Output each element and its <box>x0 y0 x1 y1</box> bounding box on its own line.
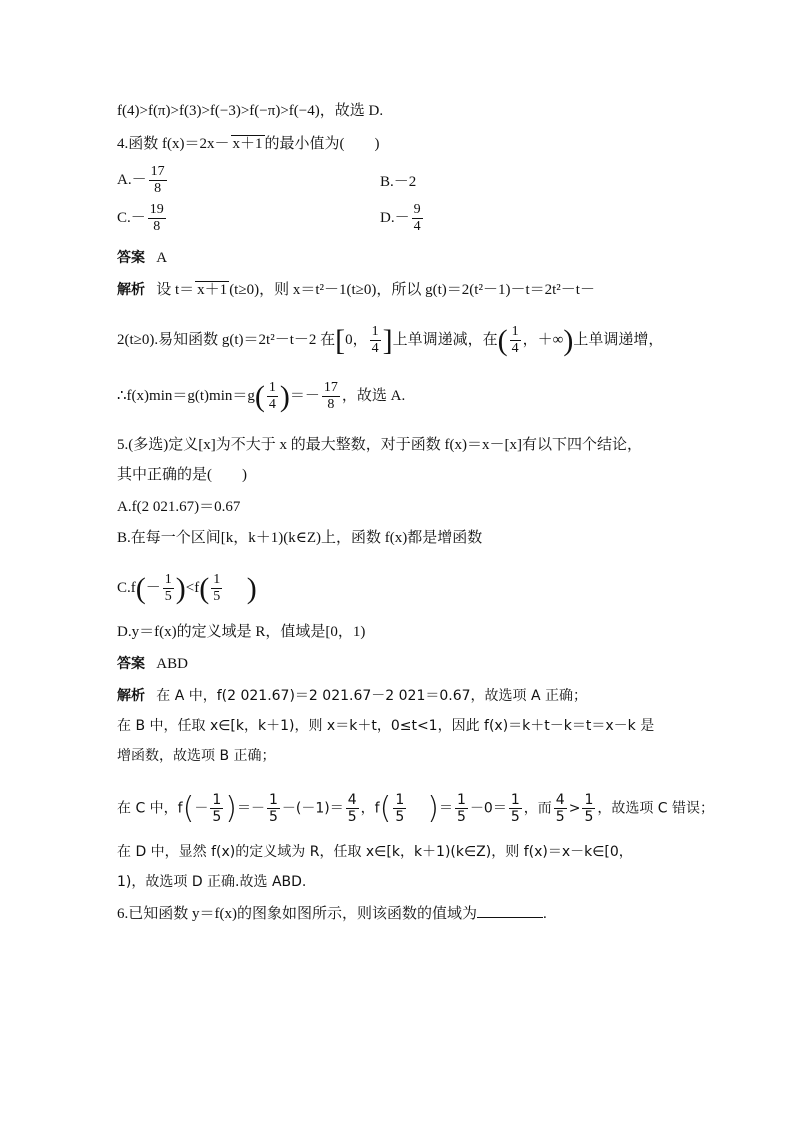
fraction: $\frac{1}{5}$ <box>212 792 222 825</box>
q4-option-b: B.－2 <box>380 174 417 190</box>
q5-analysis-line-2: 在 B 中，任取 x∈[k，k＋1)，则 x＝k＋t，0≤t<1，因此 f(x)＝k＋t－k＝t＝x－k 是 <box>117 718 655 734</box>
fraction: $\frac{1}{5}$ <box>268 792 278 825</box>
q4-analysis-line-3: ∴f(x)min＝g(t)min＝g( $\frac{1}{4}$ )＝－ $\frac{17}{8}$ ，故选 A. <box>117 379 406 413</box>
q5-option-a: A.f(2 021.67)＝0.67 <box>117 499 241 515</box>
fraction: $\frac{1}{5}$ <box>510 792 520 825</box>
fraction: $\frac{1}{5}$ <box>213 572 221 604</box>
q5-option-b: B.在每一个区间[k，k＋1)(k∈Z)上，函数 f(x)都是增函数 <box>117 530 483 546</box>
q5-analysis-line-1: 解析 在 A 中，f(2 021.67)＝2 021.67－2 021＝0.67，故选项 A 正确； <box>117 688 587 704</box>
q5-option-d: D.y＝f(x)的定义域是 R，值域是[0，1) <box>117 624 366 640</box>
fraction: $\frac{1}{4}$ <box>371 324 379 356</box>
q5-stem-line-2: 其中正确的是( ) <box>117 467 247 483</box>
q5-answer: 答案 ABD <box>117 656 188 672</box>
q5-stem-line-1: 5.(多选)定义[x]为不大于 x 的最大整数，对于函数 f(x)＝x－[x]有以下四个结论， <box>117 437 642 453</box>
q5-analysis-line-3: 增函数，故选项 B 正确； <box>117 748 276 764</box>
q5-analysis-line-6: 1)，故选项 D 正确.故选 ABD. <box>117 874 307 890</box>
q4-answer: 答案 A <box>117 250 168 266</box>
fraction: $\frac{1}{4}$ <box>268 380 276 412</box>
q5-option-c: C.f(－ $\frac{1}{5}$ )<f( $\frac{1}{5}$ ) <box>117 571 257 605</box>
sqrt-radical: x＋1 <box>232 136 263 152</box>
q4-option-a: A.－ $\frac{17}{8}$ <box>117 164 165 196</box>
q4-option-c: C.－ $\frac{19}{8}$ <box>117 202 164 234</box>
fraction: $\frac{19}{8}$ <box>149 202 164 234</box>
fraction: $\frac{4}{5}$ <box>347 792 357 825</box>
q5-analysis-line-5: 在 D 中，显然 f(x)的定义域为 R，任取 x∈[k，k＋1)(k∈Z)，则 f(x)＝x－k∈[0， <box>117 844 633 860</box>
fraction: $\frac{17}{8}$ <box>150 164 165 196</box>
q4-analysis-line-1: 解析 设 t＝ x＋1 (t≥0)，则 x＝t²－1(t≥0)，所以 g(t)＝2(t²－1)－t＝2t²－t－ <box>117 282 595 298</box>
fraction: $\frac{4}{5}$ <box>555 792 565 825</box>
fraction: $\frac{1}{5}$ <box>164 572 172 604</box>
q3-conclusion: f(4)>f(π)>f(3)>f(−3)>f(−π)>f(−4)，故选 D. <box>117 103 384 119</box>
q4-stem: 4.函数 f(x)＝2x－ x＋1 的最小值为( ) <box>117 136 380 152</box>
fraction: $\frac{1}{5}$ <box>457 792 466 825</box>
fraction: $\frac{1}{5}$ <box>395 792 405 825</box>
q4-option-d: D.－ $\frac{9}{4}$ <box>380 202 421 234</box>
answer-blank[interactable] <box>477 903 543 918</box>
q4-analysis-line-2: 2(t≥0).易知函数 g(t)＝2t²－t－2 在[0， $\frac{1}{4}$ ]上单调递减，在( $\frac{1}{4}$ ，＋∞)上单调递增， <box>117 323 664 357</box>
fraction: $\frac{1}{4}$ <box>511 324 519 356</box>
fraction: $\frac{17}{8}$ <box>323 380 338 412</box>
fraction: $\frac{9}{4}$ <box>413 202 421 234</box>
fraction: $\frac{1}{5}$ <box>584 792 594 825</box>
q5-analysis-line-4: 在 C 中，f(－ $\frac{1}{5}$ )＝－ $\frac{1}{5}$ －(－1)＝ $\frac{4}{5}$ ，f( $\frac{1}{5}$ )＝ $\frac{1}{5}$ －0＝ $\frac{1}{5}$ ，而 $\frac{4}{5}$ > $\frac{1}{5}$ ，故选项 C 错误； <box>117 790 715 826</box>
sqrt-radical: x＋1 <box>197 282 228 298</box>
q6-stem: 6.已知函数 y＝f(x)的图象如图所示，则该函数的值域为 . <box>117 903 547 924</box>
